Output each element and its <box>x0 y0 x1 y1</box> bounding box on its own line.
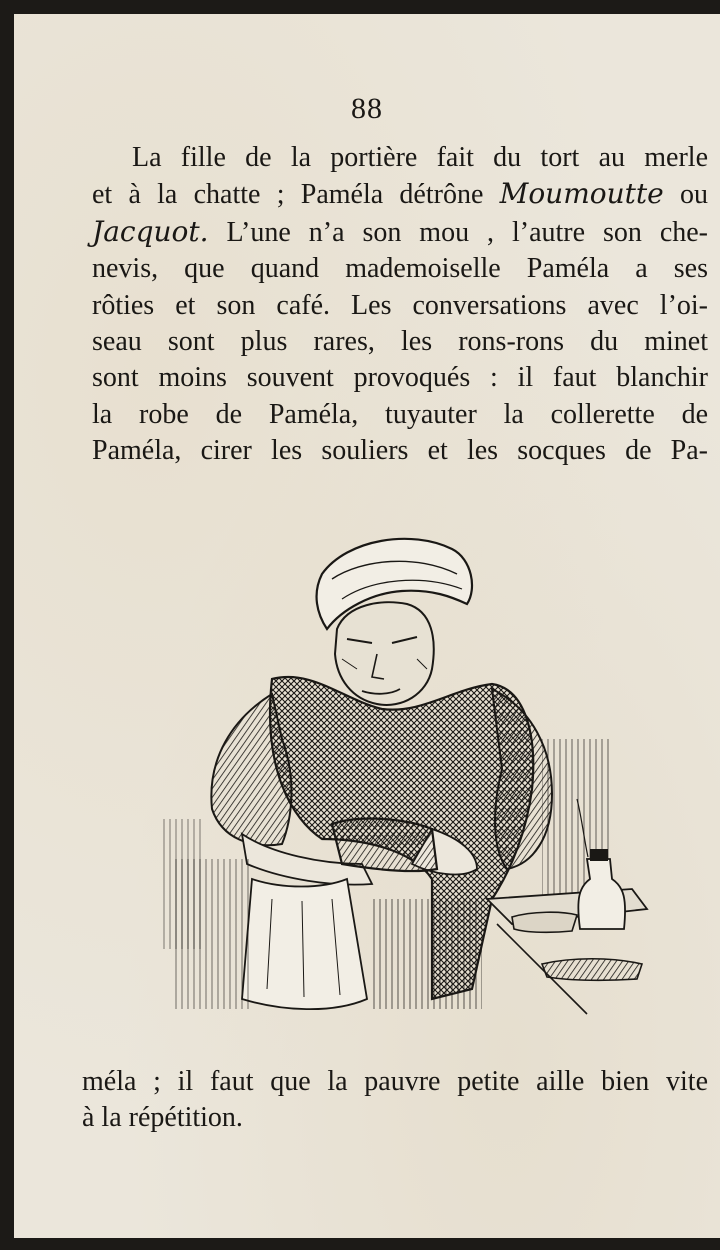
engraving-woman-polishing-shoe-icon <box>132 519 652 1029</box>
text-line: méla ; il faut que la pauvre petite aille bien vite <box>82 1066 708 1097</box>
text-line <box>92 176 708 213</box>
italic-name-jacquot: Jacquot. <box>92 214 209 248</box>
text-line: à la répétition. <box>82 1102 243 1134</box>
book-page <box>14 14 720 1238</box>
text-line <box>92 214 708 251</box>
text-fragment: L’une n’a son mou , l’autre son che- <box>208 216 708 248</box>
text-line: la robe de Paméla, tuyauter la collerette de <box>92 398 708 430</box>
text-line: sont moins souvent provoqués : il faut blanchir <box>92 362 708 394</box>
paragraph-top <box>92 140 708 470</box>
page-number: 88 <box>351 92 383 125</box>
text-line: rôties et son café. Les conversations avec l’oi- <box>92 289 708 321</box>
text-line: Paméla, cirer les souliers et les socques de Pa- <box>92 435 708 467</box>
text-fragment: ou <box>663 179 708 211</box>
text-line: nevis, que quand mademoiselle Paméla a ses <box>92 253 708 285</box>
paragraph-bottom <box>82 1064 708 1137</box>
italic-name-moumoutte: Moumoutte <box>499 177 664 211</box>
text-line: seau sont plus rares, les rons-rons du minet <box>92 326 708 358</box>
text-fragment: et à la chatte ; Paméla détrône <box>92 179 500 211</box>
text-line: La fille de la portière fait du tort au merle <box>132 142 708 173</box>
